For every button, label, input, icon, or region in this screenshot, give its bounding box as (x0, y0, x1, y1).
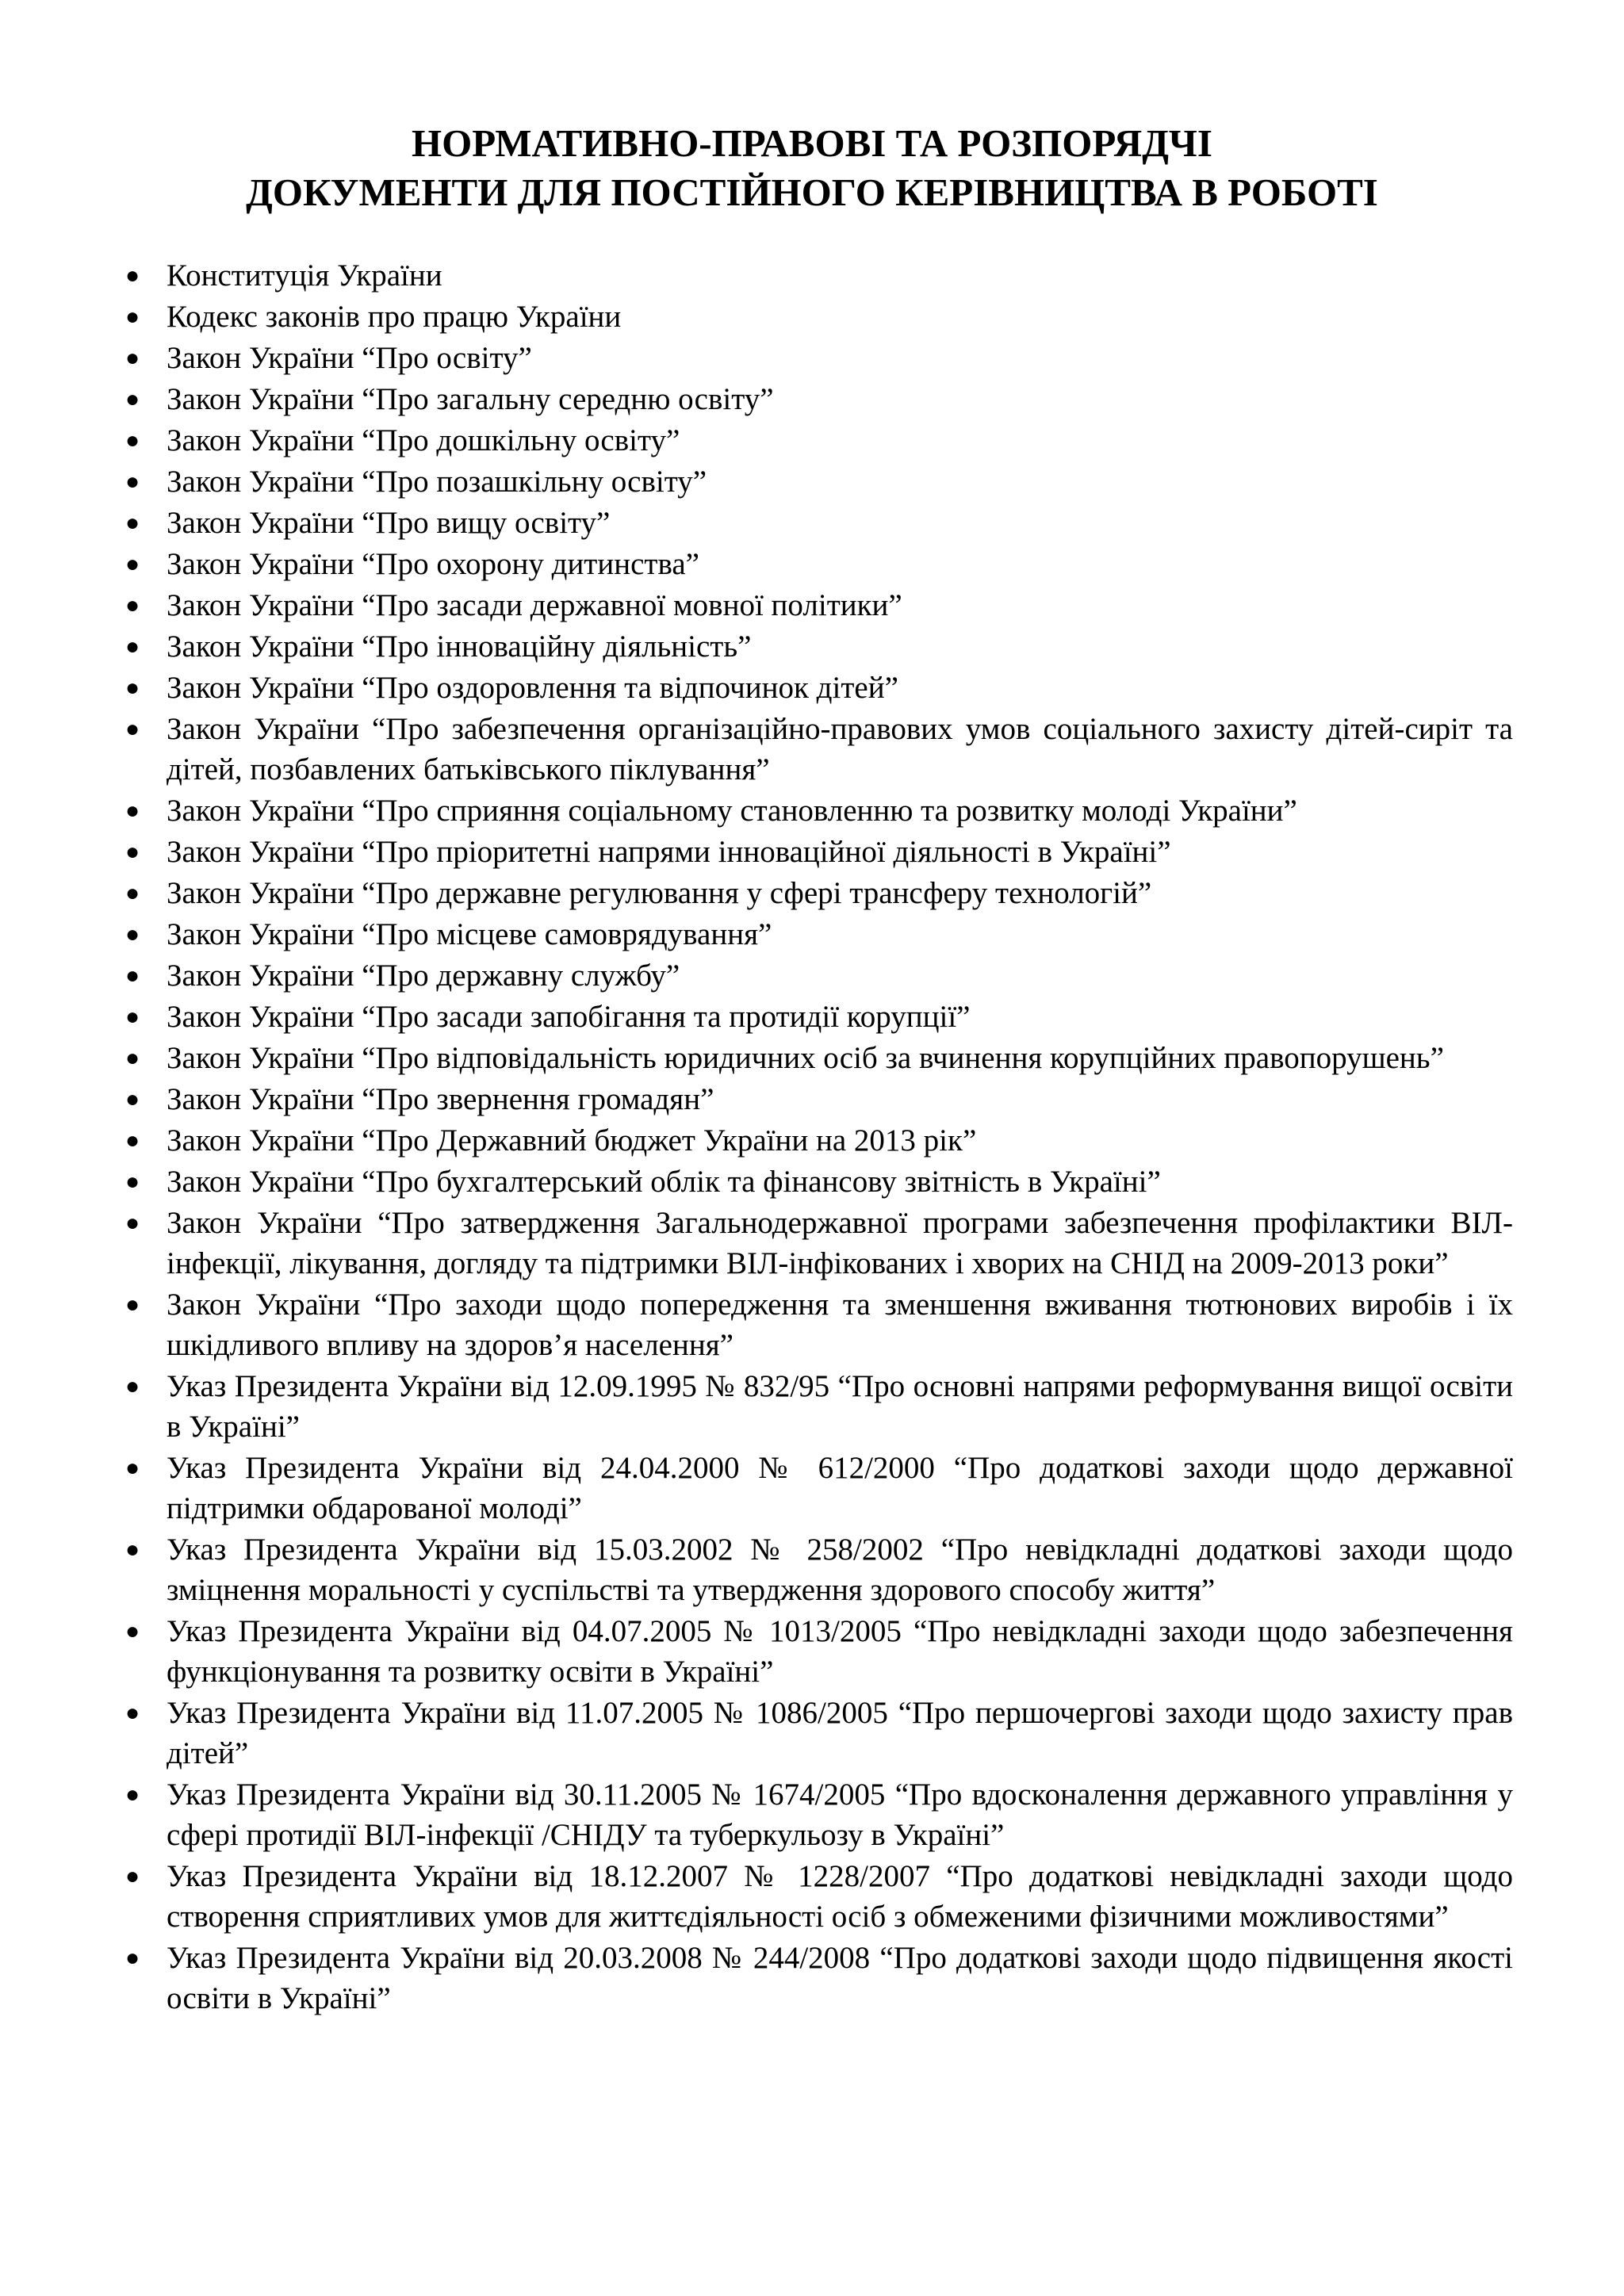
list-item (0, 1203, 1624, 1284)
list-item-text: Закон України “Про заходи щодо попередження та зменшення вживання тютюнових виробів і їх шкідливого впливу на здоров’я населення” (167, 1288, 1513, 1362)
bullet-icon: ● (124, 962, 140, 989)
list-item (0, 544, 1624, 584)
list-item-text: Конституція України (167, 258, 442, 293)
bullet-icon: ● (124, 880, 140, 906)
bullet-icon: ● (124, 1127, 140, 1154)
bullet-icon: ● (124, 469, 140, 495)
list-item-text: Закон України “Про місцеве самоврядування” (167, 917, 772, 951)
bullet-icon: ● (124, 386, 140, 412)
list-item-text: Закон України “Про освіту” (167, 341, 532, 375)
list-item (0, 1448, 1624, 1529)
list-item-text: Закон України “Про відповідальність юридичних осіб за вчинення корупційних правопорушень” (167, 1041, 1444, 1075)
list-item-text: Закон України “Про оздоровлення та відпочинок дітей” (167, 671, 898, 705)
title-line-2: ДОКУМЕНТИ ДЛЯ ПОСТІЙНОГО КЕРІВНИЦТВА В РОБОТІ (246, 170, 1378, 214)
bullet-icon: ● (124, 921, 140, 947)
list-item (0, 1529, 1624, 1610)
list-item (0, 997, 1624, 1037)
list-item-text: Указ Президента України від 18.12.2007 № 1228/2007 “Про додаткові невідкладні заходи щодо створення сприятливих умов для життєдіяльності осіб з обмеженими фізичними можливостями” (167, 1859, 1513, 1934)
list-item-text: Указ Президента України від 11.07.2005 № 1086/2005 “Про першочергові заходи щодо захисту прав дітей” (167, 1696, 1513, 1770)
list-item (0, 955, 1624, 996)
bullet-icon: ● (124, 633, 140, 660)
list-item (0, 1774, 1624, 1855)
list-item-text: Указ Президента України від 24.04.2000 № 612/2000 “Про додаткові заходи щодо державної підтримки обдарованої молоді” (167, 1451, 1513, 1525)
bullet-icon: ● (124, 1455, 140, 1481)
list-item (0, 873, 1624, 913)
title-line-1: НОРМАТИВНО-ПРАВОВІ ТА РОЗПОРЯДЧІ (412, 121, 1212, 165)
list-item (0, 1120, 1624, 1161)
list-item-text: Закон України “Про бухгалтерський облік та фінансову звітність в Україні” (167, 1165, 1161, 1199)
bullet-icon: ● (124, 345, 140, 371)
list-item-text: Закон України “Про загальну середню освіту” (167, 382, 774, 416)
bullet-icon: ● (124, 1945, 140, 1971)
bullet-icon: ● (124, 304, 140, 330)
bullet-icon: ● (124, 839, 140, 865)
bullet-icon: ● (124, 1045, 140, 1071)
list-item-text: Кодекс законів про працю України (167, 300, 622, 334)
list-item-text: Закон України “Про пріоритетні напрями інноваційної діяльності в Україні” (167, 835, 1171, 869)
list-item (0, 1079, 1624, 1119)
list-item (0, 790, 1624, 831)
bullet-icon: ● (124, 592, 140, 618)
list-item-text: Указ Президента України від 20.03.2008 № 244/2008 “Про додаткові заходи щодо підвищення якості освіти в Україні” (167, 1941, 1513, 2015)
list-item-text: Закон України “Про інноваційну діяльність” (167, 629, 752, 664)
page-title (119, 119, 1505, 217)
bullet-icon: ● (124, 1373, 140, 1399)
bullet-icon: ● (124, 1536, 140, 1563)
bullet-icon: ● (124, 427, 140, 453)
list-item-text: Закон України “Про державне регулювання у сфері трансферу технологій” (167, 876, 1152, 910)
list-item (0, 832, 1624, 872)
list-item-text: Закон України “Про позашкільну освіту” (167, 465, 707, 499)
list-item-text: Указ Президента України від 30.11.2005 № 1674/2005 “Про вдосконалення державного управління у сфері протидії ВІЛ-інфекції /СНІДУ та туберкульозу в Україні” (167, 1777, 1513, 1852)
bullet-icon: ● (124, 1700, 140, 1726)
bullet-icon: ● (124, 716, 140, 742)
list-item (0, 1856, 1624, 1937)
bullet-icon: ● (124, 675, 140, 701)
list-item-text: Указ Президента України від 04.07.2005 № 1013/2005 “Про невідкладні заходи щодо забезпечення функціонування та розвитку освіти в Україні” (167, 1614, 1513, 1689)
bullet-icon: ● (124, 510, 140, 536)
list-item (0, 1284, 1624, 1365)
list-item (0, 379, 1624, 419)
list-item (0, 1161, 1624, 1202)
list-item-text: Закон України “Про засади запобігання та протидії корупції” (167, 1000, 971, 1034)
list-item (0, 1693, 1624, 1774)
list-item (0, 255, 1624, 296)
list-item-text: Закон України “Про державну службу” (167, 959, 680, 993)
list-item (0, 914, 1624, 955)
bullet-icon: ● (124, 551, 140, 577)
bullet-icon: ● (124, 262, 140, 289)
documents-list (0, 255, 1624, 2019)
list-item (0, 1938, 1624, 2019)
list-item (0, 1366, 1624, 1447)
list-item-text: Закон України “Про дошкільну освіту” (167, 423, 680, 457)
list-item (0, 626, 1624, 667)
list-item (0, 1611, 1624, 1692)
bullet-icon: ● (124, 1004, 140, 1030)
list-item-text: Закон України “Про засади державної мовної політики” (167, 588, 902, 622)
bullet-icon: ● (124, 1863, 140, 1889)
bullet-icon: ● (124, 1169, 140, 1195)
bullet-icon: ● (124, 1210, 140, 1236)
list-item-text: Закон України “Про затвердження Загальнодержавної програми забезпечення профілактики ВІЛ-інфекції, лікування, догляду та підтримки ВІЛ-інфікованих і хворих на СНІД на 2009-2013 роки” (167, 1206, 1513, 1280)
list-item-text: Закон України “Про забезпечення організаційно-правових умов соціального захисту дітей-сиріт та дітей, позбавлених батьківського піклування” (167, 712, 1513, 786)
list-item (0, 585, 1624, 626)
list-item-text: Закон України “Про охорону дитинства” (167, 547, 699, 581)
list-item-text: Закон України “Про сприяння соціальному становленню та розвитку молоді України” (167, 794, 1297, 828)
list-item-text: Указ Президента України від 15.03.2002 № 258/2002 “Про невідкладні додаткові заходи щодо зміцнення моральності у суспільстві та утвердження здорового способу життя” (167, 1533, 1513, 1607)
list-item-text: Указ Президента України від 12.09.1995 № 832/95 “Про основні напрями реформування вищої освіти в Україні” (167, 1369, 1513, 1444)
list-item (0, 503, 1624, 543)
list-item-text: Закон України “Про вищу освіту” (167, 506, 611, 540)
bullet-icon: ● (124, 1781, 140, 1808)
bullet-icon: ● (124, 798, 140, 824)
list-item-text: Закон України “Про Державний бюджет України на 2013 рік” (167, 1123, 977, 1158)
bullet-icon: ● (124, 1292, 140, 1318)
list-item (0, 461, 1624, 502)
list-item (0, 338, 1624, 378)
list-item (0, 668, 1624, 708)
list-item (0, 297, 1624, 337)
list-item (0, 709, 1624, 790)
bullet-icon: ● (124, 1618, 140, 1644)
list-item-text: Закон України “Про звернення громадян” (167, 1082, 714, 1116)
list-item (0, 420, 1624, 461)
bullet-icon: ● (124, 1086, 140, 1112)
list-item (0, 1038, 1624, 1078)
